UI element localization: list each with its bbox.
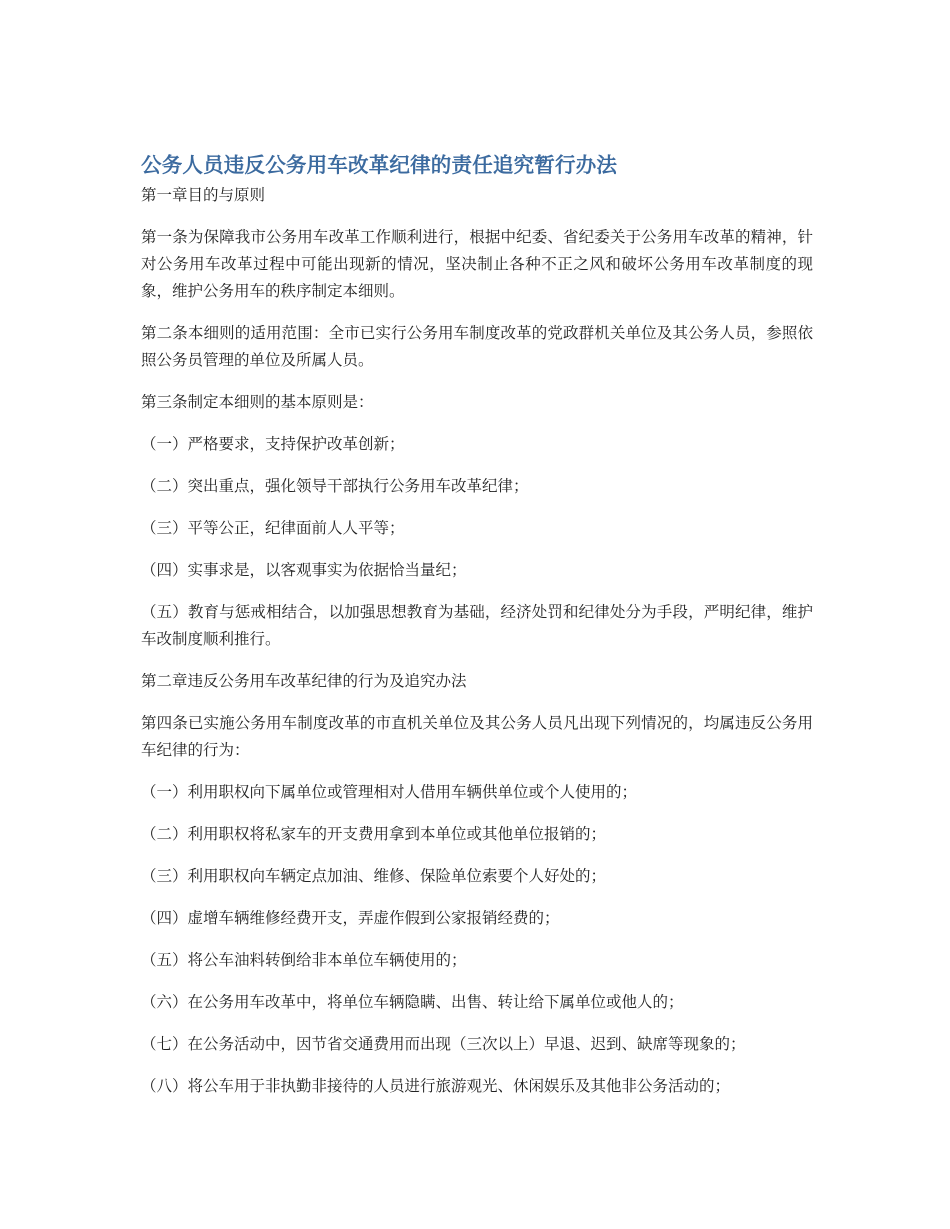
principle-item-3: （三）平等公正，纪律面前人人平等；: [141, 519, 405, 537]
article-1: 第一条为保障我市公务用车改革工作顺利进行，根据中纪委、省纪委关于公务用车改革的精神，针对公务用车改革过程中可能出现新的情况，坚决制止各种不正之风和破坏公务用车改革制度的现象，维护公务用车的秩序制定本细则。: [141, 228, 813, 300]
violation-item-6: （六）在公务用车改革中，将单位车辆隐瞒、出售、转让给下属单位或他人的；: [141, 993, 684, 1011]
document-body: [141, 148, 813, 1100]
principle-item-4: （四）实事求是，以客观事实为依据恰当量纪；: [141, 561, 467, 579]
article-2: 第二条本细则的适用范围：全市已实行公务用车制度改革的党政群机关单位及其公务人员，参照依照公务员管理的单位及所属人员。: [141, 324, 813, 369]
chapter-heading-2: 第二章违反公务用车改革纪律的行为及追究办法: [141, 672, 467, 690]
violation-item-2: （二）利用职权将私家车的开支费用拿到本单位或其他单位报销的；: [141, 825, 607, 843]
principle-item-1: （一）严格要求，支持保护改革创新；: [141, 435, 405, 453]
violation-item-1: （一）利用职权向下属单位或管理相对人借用车辆供单位或个人使用的；: [141, 783, 638, 801]
principle-item-5: （五）教育与惩戒相结合，以加强思想教育为基础，经济处罚和纪律处分为手段，严明纪律，维护车改制度顺利推行。: [141, 603, 813, 648]
violation-item-5: （五）将公车油料转倒给非本单位车辆使用的；: [141, 951, 467, 969]
principle-item-2: （二）突出重点，强化领导干部执行公务用车改革纪律；: [141, 477, 529, 495]
violation-item-4: （四）虚增车辆维修经费开支，弄虚作假到公家报销经费的；: [141, 909, 560, 927]
article-3: 第三条制定本细则的基本原则是：: [141, 393, 374, 411]
violation-item-3: （三）利用职权向车辆定点加油、维修、保险单位索要个人好处的；: [141, 867, 607, 885]
document-title: 公务人员违反公务用车改革纪律的责任追究暂行办法: [141, 153, 618, 177]
violation-item-7: （七）在公务活动中，因节省交通费用而出现（三次以上）早退、迟到、缺席等现象的；: [141, 1035, 746, 1053]
article-4: 第四条已实施公务用车制度改革的市直机关单位及其公务人员凡出现下列情况的，均属违反公务用车纪律的行为：: [141, 714, 813, 759]
chapter-heading-1: 第一章目的与原则: [141, 186, 266, 204]
violation-item-8: （八）将公车用于非执勤非接待的人员进行旅游观光、休闲娱乐及其他非公务活动的；: [141, 1077, 731, 1095]
